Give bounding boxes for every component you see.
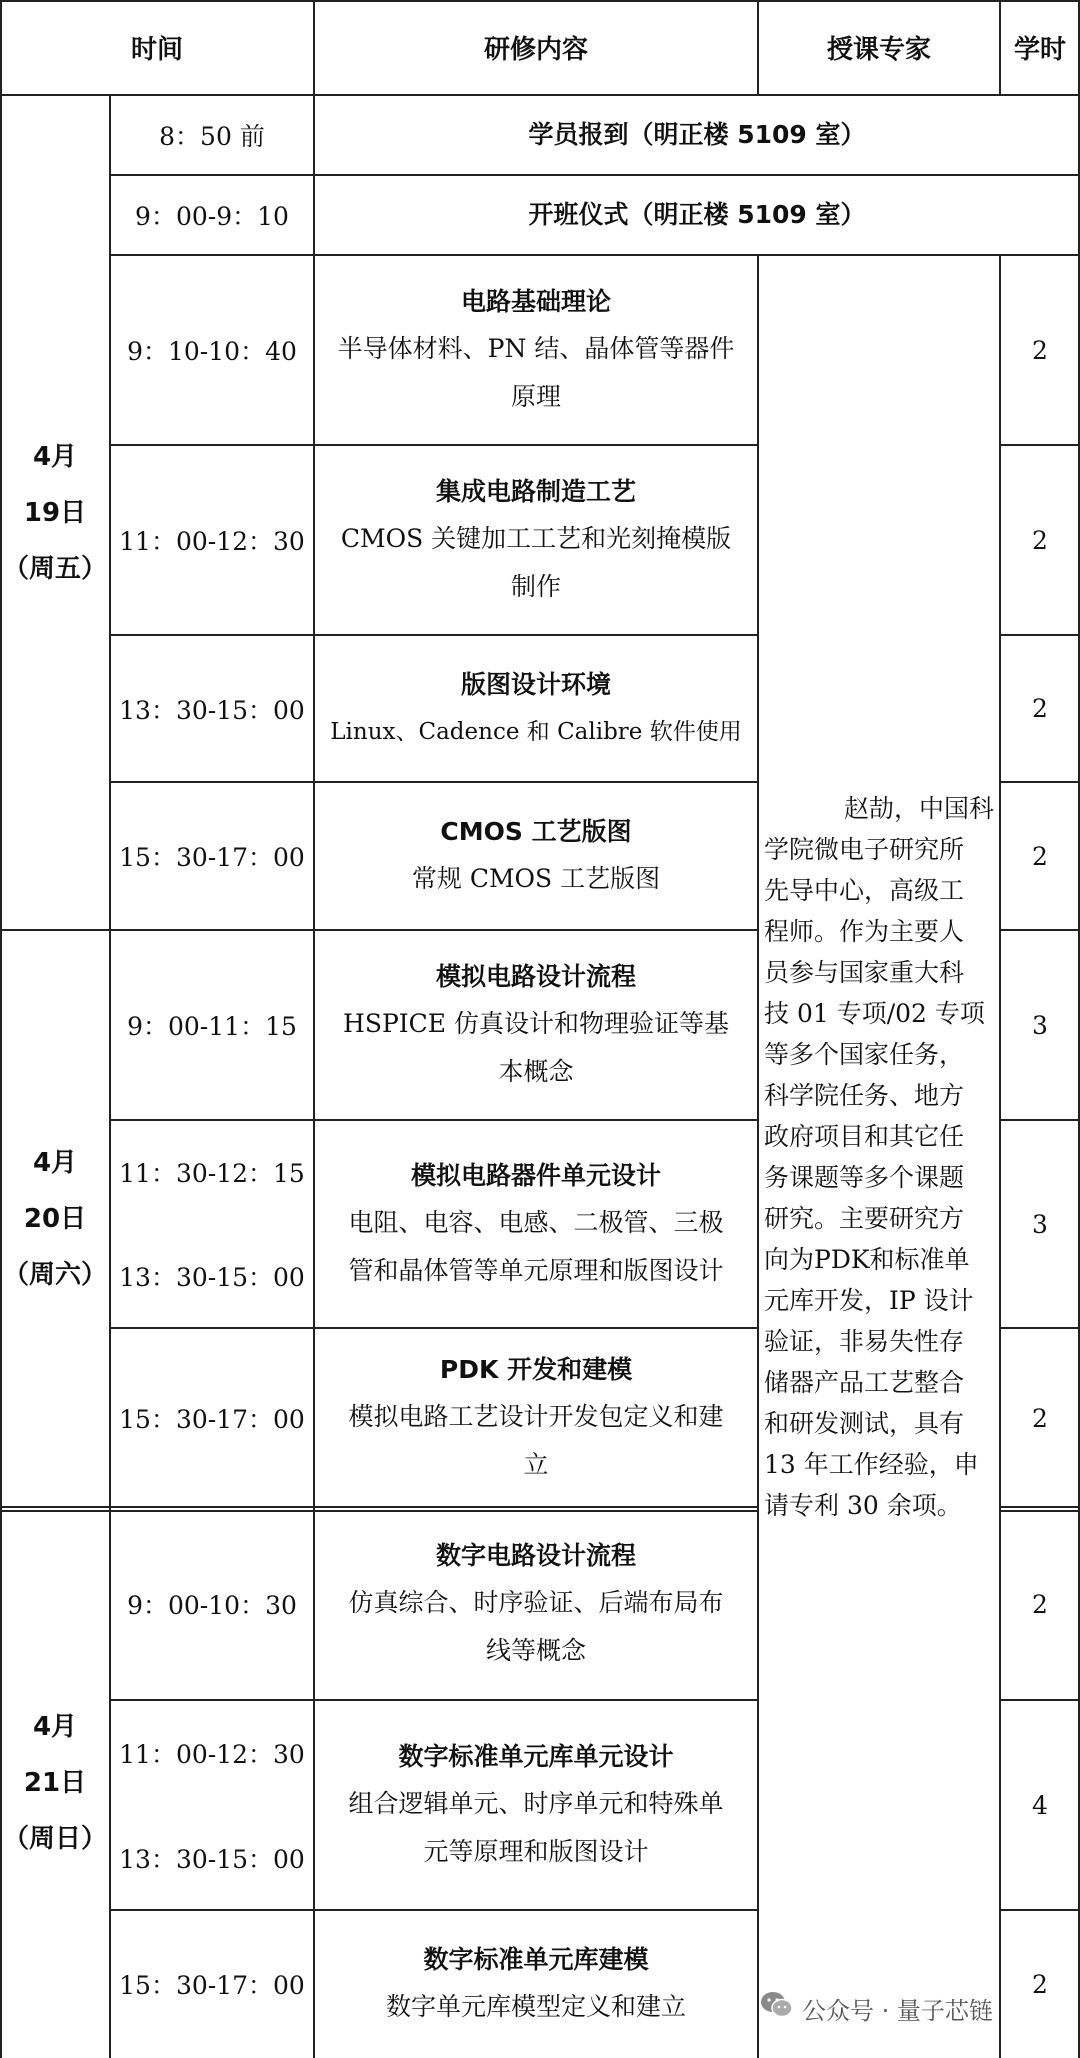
hours-cell: 2 — [1032, 1403, 1048, 1433]
table-border — [110, 781, 758, 783]
expert-line: 先导中心，高级工 — [764, 875, 965, 905]
table-border — [1000, 1909, 1080, 1911]
course-desc: 制作 — [510, 572, 561, 601]
course-content — [314, 1328, 758, 1508]
day-week: （周日） — [2, 1824, 107, 1854]
table-border — [110, 1119, 758, 1121]
hours-cell: 2 — [1032, 841, 1048, 871]
course-desc: 管和晶体管等单元原理和版图设计 — [348, 1256, 724, 1285]
hours-cell: 2 — [1032, 1589, 1048, 1619]
course-title: 电路基础理论 — [460, 287, 611, 316]
course-desc: Linux、Cadence 和 Calibre 软件使用 — [330, 718, 742, 745]
course-desc: 电阻、电容、电感、二极管、三极 — [348, 1208, 724, 1237]
expert-line: 技 01 专项/02 专项 — [764, 998, 985, 1028]
course-content — [314, 1700, 758, 1910]
table-border — [110, 1699, 758, 1701]
hours-cell: 2 — [1032, 335, 1048, 365]
course-title: 数字标准单元库建模 — [423, 1945, 649, 1974]
hours-cell: 3 — [1032, 1010, 1048, 1040]
day-date: 20日 — [23, 1204, 87, 1234]
table-border — [313, 0, 315, 2058]
wechat-icon — [760, 1990, 794, 2026]
course-title: 模拟电路设计流程 — [435, 962, 636, 991]
header-hours: 学时 — [1013, 35, 1066, 65]
day-week: （周六） — [2, 1260, 107, 1290]
table-border — [0, 0, 2, 2058]
hours-cell: 2 — [1032, 525, 1048, 555]
table-border — [1000, 1506, 1080, 1508]
table-border — [1000, 1699, 1080, 1701]
expert-line: 研究。主要研究方 — [764, 1203, 965, 1233]
time-part: 11：30-12：15 — [119, 1159, 305, 1188]
course-title: PDK 开发和建模 — [439, 1355, 633, 1384]
course-desc: 线等概念 — [485, 1636, 586, 1665]
time-cell: 9：00-11：15 — [127, 1012, 297, 1041]
table-border — [1000, 634, 1080, 636]
course-desc: CMOS 关键加工工艺和光刻掩模版 — [340, 524, 732, 553]
course-desc: 模拟电路工艺设计开发包定义和建 — [348, 1402, 724, 1431]
time-cell: 15：30-17：00 — [119, 1405, 305, 1434]
hours-cell: 2 — [1032, 1969, 1048, 1999]
time-cell: 9：00-10：30 — [127, 1591, 297, 1620]
day-label-19 — [0, 95, 110, 930]
expert-line: 员参与国家重大科 — [764, 957, 965, 987]
table-border — [110, 634, 758, 636]
watermark-text: 公众号 · 量子芯链 — [802, 1996, 993, 2025]
table-border — [0, 1506, 758, 1508]
course-desc: 立 — [523, 1450, 549, 1479]
time-cell: 9：10-10：40 — [127, 337, 297, 366]
hours-cell: 2 — [1032, 694, 1048, 723]
time-cell — [110, 1700, 314, 1910]
event-title: 开班仪式（明正楼 5109 室） — [528, 200, 866, 229]
time-cell — [110, 1120, 314, 1328]
course-title: 版图设计环境 — [460, 669, 611, 699]
table-border — [110, 254, 1080, 256]
expert-line: 科学院任务、地方 — [764, 1080, 965, 1110]
course-desc: 本概念 — [498, 1057, 574, 1086]
expert-line: 元库开发，IP 设计 — [764, 1285, 974, 1315]
day-month: 4月 — [32, 1712, 78, 1742]
course-desc: 元等原理和版图设计 — [423, 1837, 649, 1866]
day-date: 21日 — [23, 1768, 87, 1798]
table-border — [999, 255, 1001, 2058]
course-content — [314, 1910, 758, 2058]
table-border — [1000, 1327, 1080, 1329]
table-border — [757, 0, 759, 95]
event-title: 学员报到（明正楼 5109 室） — [528, 120, 866, 149]
course-title: CMOS 工艺版图 — [440, 817, 632, 846]
table-border — [999, 0, 1001, 95]
table-border — [0, 0, 1080, 2]
table-border — [110, 1327, 758, 1329]
course-content — [314, 1120, 758, 1328]
expert-line: 赵劼，中国科 — [843, 793, 994, 823]
watermark — [760, 1990, 993, 2026]
table-border — [1000, 1510, 1080, 1512]
hours-cell: 4 — [1032, 1790, 1048, 1820]
header-expert: 授课专家 — [826, 35, 931, 65]
course-title: 数字标准单元库单元设计 — [398, 1742, 674, 1771]
time-part: 11：00-12：30 — [119, 1739, 305, 1769]
time-cell: 15：30-17：00 — [119, 843, 305, 872]
expert-line: 验证，非易失性存 — [764, 1326, 965, 1356]
expert-line: 政府项目和其它任 — [764, 1121, 965, 1151]
table-border — [1000, 1119, 1080, 1121]
hours-cell: 3 — [1032, 1209, 1048, 1239]
table-border — [0, 929, 758, 931]
course-desc: 数字单元库模型定义和建立 — [385, 1992, 686, 2021]
course-desc: HSPICE 仿真设计和物理验证等基 — [343, 1009, 729, 1038]
time-cell: 15：30-17：00 — [119, 1971, 305, 2000]
table-border — [110, 1909, 758, 1911]
time-cell: 11：00-12：30 — [119, 527, 305, 556]
course-content — [314, 930, 758, 1120]
table-border — [1000, 929, 1080, 931]
course-content — [314, 255, 758, 445]
expert-line: 务课题等多个课题 — [764, 1162, 965, 1192]
course-desc: 组合逻辑单元、时序单元和特殊单 — [348, 1789, 724, 1818]
expert-line: 等多个国家任务， — [764, 1039, 965, 1069]
day-label-21 — [0, 1508, 110, 2058]
expert-line: 和研发测试，具有 — [764, 1408, 965, 1438]
course-desc: 原理 — [510, 382, 561, 411]
course-title: 模拟电路器件单元设计 — [410, 1161, 661, 1190]
day-date: 19日 — [23, 497, 87, 528]
time-part: 13：30-15：00 — [119, 1263, 305, 1292]
course-content — [314, 635, 758, 782]
table-border — [1000, 781, 1080, 783]
expert-line: 13 年工作经验，申 — [764, 1449, 979, 1479]
table-border — [757, 255, 759, 2058]
course-desc: 仿真综合、时序验证、后端布局布 — [348, 1588, 724, 1617]
table-border — [110, 444, 758, 446]
header-content: 研修内容 — [483, 35, 588, 65]
course-title: 数字电路设计流程 — [435, 1541, 636, 1570]
course-content — [314, 445, 758, 635]
day-month: 4月 — [32, 441, 78, 472]
expert-bio — [758, 255, 1000, 2058]
time-part: 13：30-15：00 — [119, 1844, 305, 1874]
expert-line: 向为PDK和标准单 — [764, 1244, 970, 1274]
time-cell: 13：30-15：00 — [119, 695, 305, 725]
table-border — [110, 174, 1080, 176]
table-border — [0, 1510, 758, 1512]
day-month: 4月 — [32, 1148, 78, 1178]
header-time: 时间 — [130, 35, 183, 65]
course-title: 集成电路制造工艺 — [435, 477, 636, 506]
time-cell: 8：50 前 — [159, 122, 265, 151]
day-week: （周五） — [2, 553, 107, 584]
table-border — [0, 94, 1080, 96]
course-desc: 半导体材料、PN 结、晶体管等器件 — [337, 334, 735, 363]
expert-line: 程师。作为主要人 — [764, 916, 965, 946]
expert-line: 请专利 30 余项。 — [764, 1490, 962, 1520]
time-cell: 9：00-9：10 — [135, 202, 289, 231]
expert-line: 储器产品工艺整合 — [764, 1367, 965, 1397]
table-border — [109, 95, 111, 2058]
course-content — [314, 1508, 758, 1700]
day-label-20 — [0, 930, 110, 1508]
course-desc: 常规 CMOS 工艺版图 — [411, 864, 661, 893]
course-content — [314, 782, 758, 930]
expert-line: 学院微电子研究所 — [764, 834, 965, 864]
table-border — [1000, 444, 1080, 446]
